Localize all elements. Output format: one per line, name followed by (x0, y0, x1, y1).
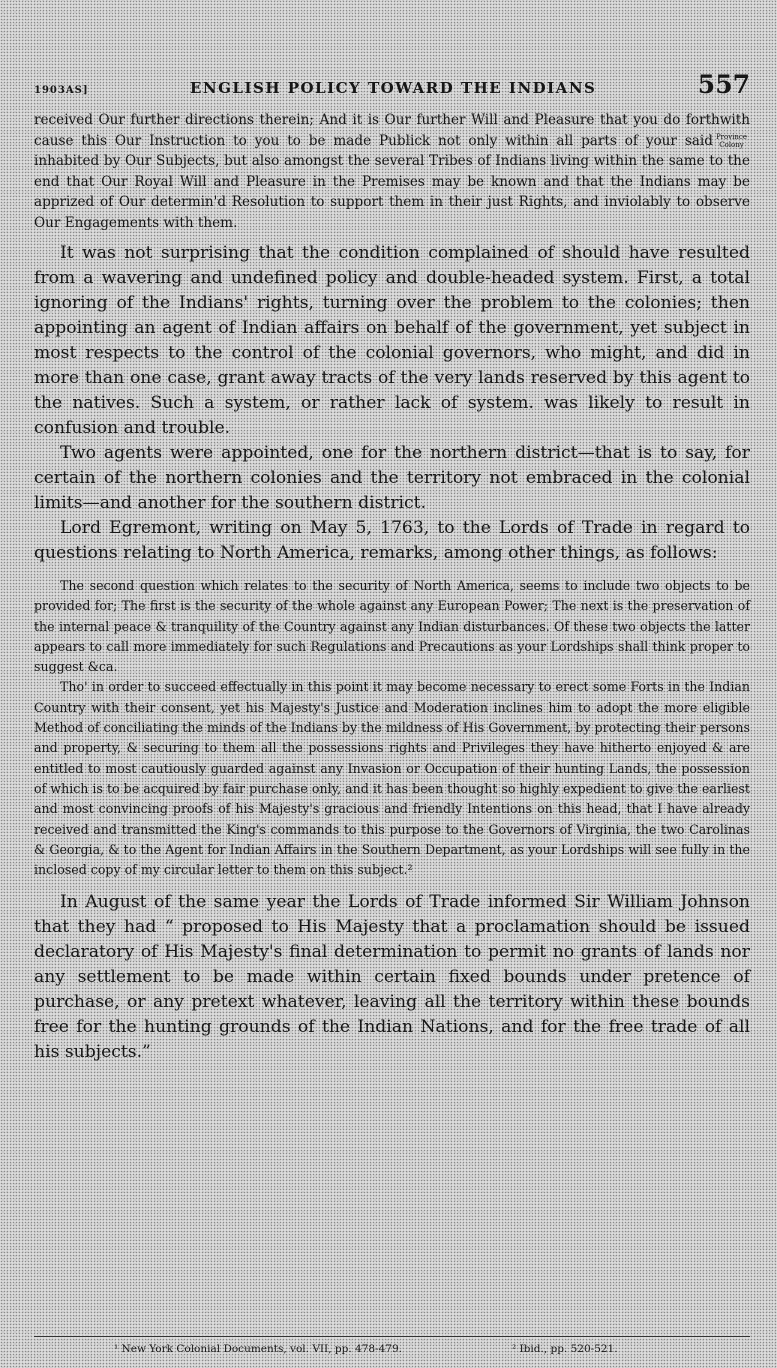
running-header (34, 70, 750, 104)
paragraph-1: It was not surprising that the condition complained of should have resulted from a wavering and undefined policy and double-headed system. First, a total ignoring of the Indians' rights, turning over the problem to the colonies; then appointing an agent of Indian affairs on behalf of the government, yet subject in most respects to the control of the colonial governors, who might, and did in more than one case, grant away tracts of the very lands reserved by this agent to the natives. Such a system, or rather lack of system. was likely to result in confusion and trouble. (34, 243, 750, 438)
footnote-2: ² Ibid., pp. 520-521. (511, 1343, 618, 1355)
paragraph-4: In August of the same year the Lords of Trade informed Sir William Johnson that they had “ proposed to His Majesty that a proclamation should be issued declaratory of His Majesty's final determination to permit no grants of lands nor any settlement to be made within certain fixed bounds under pretence of purchase, or any pretext whatever, leaving all the territory within these bounds free for the hunting grounds of the Indian Nations, and for the free trade of all his subjects.” (34, 892, 750, 1063)
footnote-1: ¹ New York Colonial Documents, vol. VII, pp. 478-479. (114, 1343, 402, 1355)
header-title: ENGLISH POLICY TOWARD THE INDIANS (189, 79, 597, 97)
document-page (34, 70, 750, 1065)
fraction-bottom: Colony (719, 141, 744, 149)
quotation-1: The second question which relates to the security of North America, seems to include two objects to be provided for; The first is the security of the whole against any European Power; The next is the preservation of the internal peace & tranquility of the Country against any Indian disturbances. Of these two objects the latter appears to call more immediately for such Regulations and Precautions as your Lordships shall think proper to suggest &ca. (34, 578, 750, 675)
paragraph-2: Two agents were appointed, one for the northern district—that is to say, for certain of the northern colonies and the territory not embraced in the colonial limits—and another for the southern district. (34, 443, 750, 513)
paragraph-3: Lord Egremont, writing on May 5, 1763, to the Lords of Trade in regard to questions relating to North America, remarks, among other things, as follows: (34, 518, 750, 563)
province-colony-fraction (716, 133, 747, 149)
instruction-text-after: inhabited by Our Subjects, but also amongst the several Tribes of Indians living within the same to the end that Our Royal Will and Pleasure in the Premises may be known and that the Indians may be apprized of Our determin'd Resolution to support them in their just Rights, and inviolably to observe Our Engagements with them. (34, 153, 750, 231)
fraction-top: Province (715, 133, 747, 141)
instruction-excerpt (34, 110, 750, 233)
footnotes (34, 1336, 750, 1355)
instruction-text-before: received Our further directions therein; And it is Our further Will and Pleasure that you do forthwith cause this Our Instruction to you to be made Publick not only within all parts of your said (34, 112, 750, 149)
page-number: 557 (697, 70, 750, 99)
header-left-text: 1903AS] (34, 85, 89, 96)
quotation-2: Tho' in order to succeed effectually in this point it may become necessary to erect some Forts in the Indian Country with their consent, yet his Majesty's Justice and Moderation inclines him to adopt the more eligible Method of conciliating the minds of the Indians by the mildness of His Government, by protecting their persons and property, & securing to them all the possessions rights and Privileges they have hitherto enjoyed & are entitled to most cautiously guarded against any Invasion or Occupation of their hunting Lands, the possession of which is to be acquired by fair purchase only, and it has been thought so highly expedient to give the earliest and most convincing proofs of his Majesty's gracious and friendly Intentions on this head, that I have already received and transmitted the King's commands to this purpose to the Governors of Virginia, the two Carolinas & Georgia, & to the Agent for Indian Affairs in the Southern Department, as your Lordships will see fully in the inclosed copy of my circular letter to them on this subject.² (34, 679, 750, 878)
